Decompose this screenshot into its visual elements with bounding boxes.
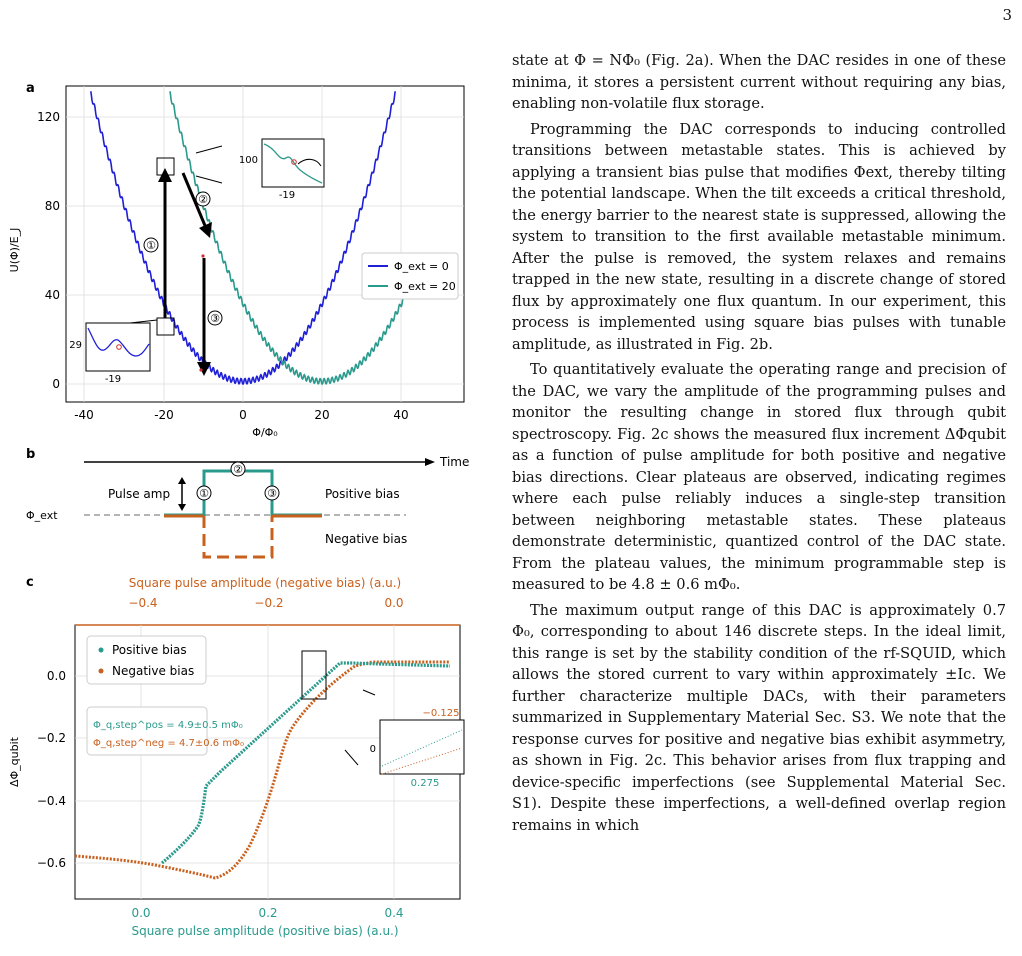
amp-arrow-head <box>178 477 186 484</box>
phi-ext-label: Φ_ext <box>26 509 58 522</box>
a-xtick: 0 <box>239 408 247 422</box>
a-xlabel: Φ/Φ₀ <box>252 426 278 439</box>
a-xtick: -20 <box>154 408 174 422</box>
a-xtick: -40 <box>74 408 94 422</box>
step-2: ② <box>198 193 208 206</box>
a-ylabel: U(Φ)/E_J <box>8 227 21 273</box>
c-top-xtick: −0.4 <box>128 596 158 610</box>
panel-b-label: b <box>26 447 36 462</box>
c-inset-link <box>345 750 358 765</box>
c-ytick: −0.2 <box>36 731 66 745</box>
a-ytick: 120 <box>37 110 60 124</box>
page-number: 3 <box>1002 6 1012 24</box>
step-1: ① <box>146 239 156 252</box>
c-top-xtick: −0.2 <box>254 596 284 610</box>
c-ytick: 0.0 <box>46 669 66 683</box>
a-ytick: 80 <box>44 199 60 213</box>
c-inset-left: 0 <box>369 744 376 755</box>
state-dot <box>199 368 202 371</box>
figure-2 <box>0 0 505 956</box>
legend-dot-positive <box>99 648 104 653</box>
c-zoom-box <box>302 651 326 699</box>
legend-dot-negative <box>99 669 104 674</box>
c-bottom-xlabel: Square pulse amplitude (positive bias) (a.u.) <box>131 924 399 938</box>
step-pos: Φ_q,step^pos = 4.9±0.5 mΦ₀ <box>93 720 243 731</box>
b-step-1: ① <box>199 487 209 500</box>
state-dot <box>201 254 204 257</box>
amp-arrow-head <box>178 504 186 511</box>
c-ylabel: ΔΦ_qubit <box>8 737 21 787</box>
time-label: Time <box>440 455 470 469</box>
body-text-column <box>512 50 1006 840</box>
inset-top-ytick: 100 <box>238 155 258 166</box>
paragraph-2: Programming the DAC corresponds to inducing controlled transitions between metastable states. This is achieved by applying a transient bias pulse that modifies Φext, thereby tilting the potential landscape. When the tilt exceeds a critical threshold, the energy barrier to the nearest state is suppressed, allowing the system to transition to the first available metastable minimum. After the pulse is removed, the system relaxes and remains trapped in the new state, resulting in a discrete change of stored flux by approximately one flux quantum. In our experiment, this process is implemented using square bias pulses with tunable amplitude, as illustrated in Fig. 2b. <box>512 120 1006 353</box>
paragraph-1: state at Φ = NΦ₀ (Fig. 2a). When the DAC resides in one of these minima, it stores a persistent current without requiring any bias, enabling non-volatile flux storage. <box>512 52 1006 112</box>
pulse-amp-label: Pulse amp <box>108 487 171 501</box>
c-inset-link <box>363 690 375 695</box>
b-step-2: ② <box>233 463 243 476</box>
a-xtick: 40 <box>393 408 409 422</box>
step-neg: Φ_q,step^neg = 4.7±0.6 mΦ₀ <box>93 738 244 749</box>
legend-negative: Negative bias <box>112 664 195 678</box>
legend-phi-ext-0: Φ_ext = 0 <box>394 260 449 273</box>
negative-bias-label: Negative bias <box>325 532 408 546</box>
c-ytick: −0.4 <box>36 794 66 808</box>
panel-c-label: c <box>26 575 34 590</box>
c-bottom-xtick: 0.4 <box>384 906 404 920</box>
c-inset <box>380 720 464 774</box>
inset-bottom-xtick: -19 <box>104 374 122 385</box>
c-top-xlabel: Square pulse amplitude (negative bias) (a.u.) <box>128 576 402 590</box>
c-top-xtick: 0.0 <box>384 596 404 610</box>
potential-curve-phi-ext-20 <box>170 91 413 384</box>
paragraph-4: The maximum output range of this DAC is approximately 0.7 Φ₀, corresponding to about 146 discrete steps. In the ideal limit, this range is set by the stability condition of the rf-SQUID, which allows the stored current to vary within approximately ±Ic. We further characterize multiple DACs, with their parameters summarized in Supplementary Material Sec. S3. We note that the response curves for positive and negative bias exhibit asymmetry, as shown in Fig. 2c. This behavior arises from flux trapping and device-specific imperfections (see Supplemental Material Sec. S1). Despite these imperfections, a well-defined overlap region remains in which <box>512 601 1006 834</box>
c-ytick: −0.6 <box>36 856 66 870</box>
a-ytick: 40 <box>44 288 60 302</box>
inset-bottom-ytick: 29 <box>69 340 82 351</box>
inset-bottom <box>86 323 150 371</box>
a-ytick: 0 <box>52 377 60 391</box>
panel-a-label: a <box>26 81 35 96</box>
step-3: ③ <box>210 312 220 325</box>
positive-pulse <box>164 471 322 515</box>
positive-bias-label: Positive bias <box>325 487 400 501</box>
b-step-3: ③ <box>267 487 277 500</box>
inset-top-xtick: -19 <box>278 190 296 201</box>
legend-phi-ext-20: Φ_ext = 20 <box>394 280 456 293</box>
negative-pulse <box>204 516 272 557</box>
legend-positive: Positive bias <box>112 643 187 657</box>
c-bottom-xtick: 0.2 <box>258 906 278 920</box>
inset-link <box>196 146 222 153</box>
inset-link <box>196 176 222 183</box>
time-arrow <box>425 458 435 466</box>
c-inset-top: −0.125 <box>422 708 460 719</box>
c-bottom-xtick: 0.0 <box>131 906 151 920</box>
c-inset-bottom: 0.275 <box>410 778 440 789</box>
a-xtick: 20 <box>314 408 330 422</box>
paragraph-3: To quantitatively evaluate the operating range and precision of the DAC, we vary the amplitude of the programming pulses and monitor the resulting change in stored flux through qubit spectroscopy. Fig. 2c shows the measured flux increment ΔΦqubit as a function of pulse amplitude for both positive and negative bias directions. Clear plateaus are observed, indicating regimes where each pulse reliably induces a single-step transition between neighboring metastable states. These plateaus demonstrate deterministic, quantized control of the DAC state. From the plateau values, the minimum programmable step is measured to be 4.8 ± 0.6 mΦ₀. <box>512 361 1006 593</box>
